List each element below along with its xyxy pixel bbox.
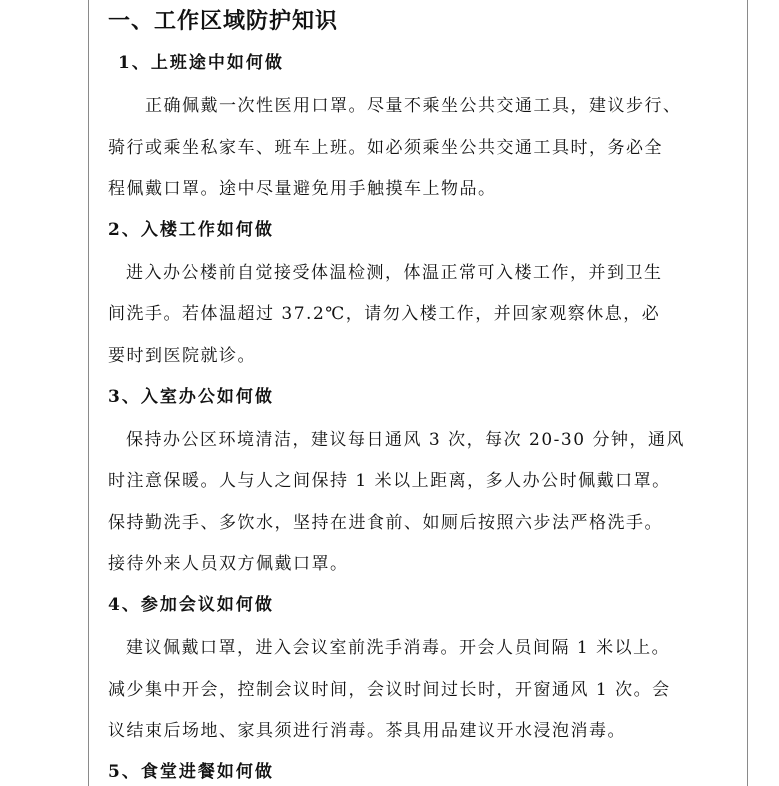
paragraph-line: 进入办公楼前自觉接受体温检测，体温正常可入楼工作，并到卫生 (126, 263, 663, 283)
section-heading-5: 5、食堂进餐如何做 (108, 762, 274, 782)
paragraph-line: 程佩戴口罩。途中尽量避免用手触摸车上物品。 (108, 179, 497, 199)
section-heading-3: 3、入室办公如何做 (108, 387, 274, 407)
section-heading-1: 1、上班途中如何做 (118, 53, 284, 73)
paragraph-line: 保持勤洗手、多饮水，坚持在进食前、如厕后按照六步法严格洗手。 (108, 513, 663, 533)
paragraph-line: 骑行或乘坐私家车、班车上班。如必须乘坐公共交通工具时，务必全 (108, 138, 663, 158)
document-title: 一、工作区域防护知识 (108, 8, 339, 34)
paragraph-line: 时注意保暖。人与人之间保持 1 米以上距离，多人办公时佩戴口罩。 (108, 471, 671, 491)
paragraph-line: 建议佩戴口罩，进入会议室前洗手消毒。开会人员间隔 1 米以上。 (126, 638, 671, 658)
section-heading-4: 4、参加会议如何做 (108, 595, 274, 615)
page-margin-left-rule (88, 0, 89, 786)
paragraph-line: 正确佩戴一次性医用口罩。尽量不乘坐公共交通工具，建议步行、 (145, 96, 682, 116)
paragraph-line: 减少集中开会，控制会议时间，会议时间过长时，开窗通风 1 次。会 (108, 680, 671, 700)
section-heading-2: 2、入楼工作如何做 (108, 220, 274, 240)
paragraph-line: 要时到医院就诊。 (108, 346, 256, 366)
paragraph-line: 间洗手。若体温超过 37.2℃，请勿入楼工作，并回家观察休息，必 (108, 304, 661, 324)
page-margin-right-rule (747, 0, 748, 786)
paragraph-line: 保持办公区环境清洁，建议每日通风 3 次，每次 20-30 分钟，通风 (126, 430, 685, 450)
paragraph-line: 接待外来人员双方佩戴口罩。 (108, 554, 349, 574)
paragraph-line: 议结束后场地、家具须进行消毒。茶具用品建议开水浸泡消毒。 (108, 721, 626, 741)
